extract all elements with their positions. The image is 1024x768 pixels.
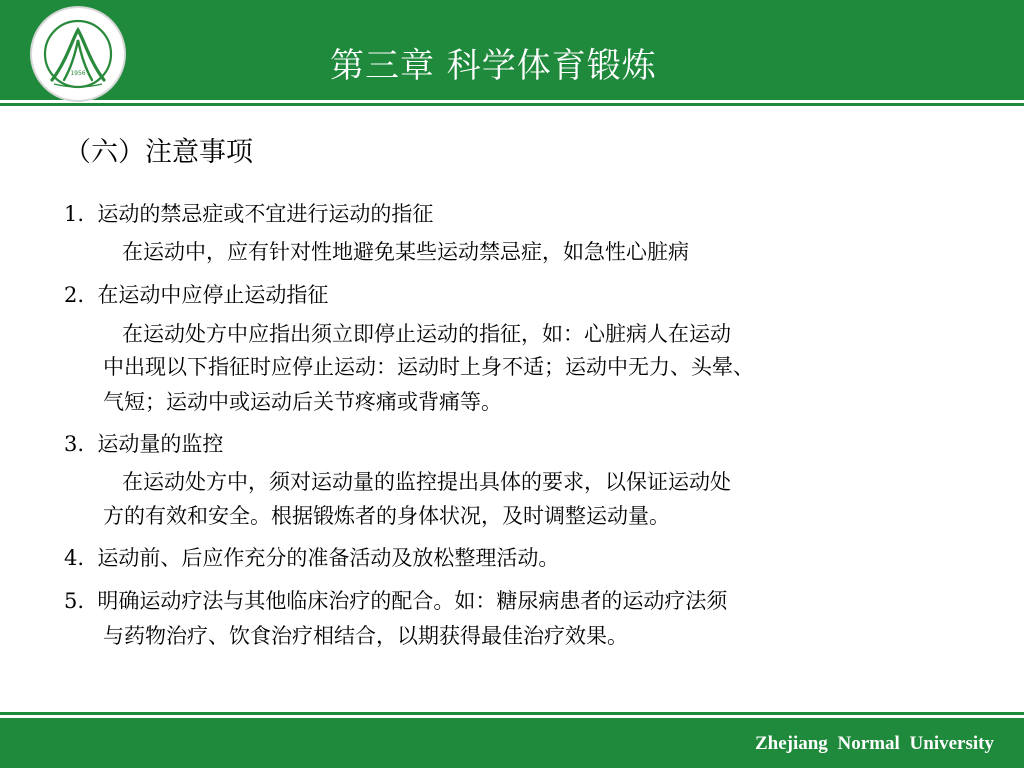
item-1-body-line: 在运动中，应有针对性地避免某些运动禁忌症，如急性心脏病 (122, 240, 689, 264)
item-heading-text: 明确运动疗法与其他临床治疗的配合。如：糖尿病患者的运动疗法须 (97, 589, 728, 613)
item-2-body-line: 在运动处方中应指出须立即停止运动的指征，如：心脏病人在运动 (122, 322, 731, 346)
item-3-heading (64, 428, 223, 458)
footer-university-name: Zhejiang Normal University (754, 733, 994, 754)
item-heading-text: 运动量的监控 (97, 432, 224, 456)
university-logo (28, 4, 128, 104)
item-number: 4. (64, 546, 85, 570)
item-1-heading (64, 198, 433, 228)
university-seal-icon (28, 4, 128, 104)
item-2-body-line: 气短；运动中或运动后关节疼痛或背痛等。 (103, 390, 502, 414)
item-number: 3. (64, 432, 85, 456)
item-heading-text: 在运动中应停止运动指征 (97, 283, 329, 307)
header-divider (0, 103, 1024, 106)
footer-divider (0, 712, 1024, 715)
item-number: 2. (64, 283, 85, 307)
item-2-body-line: 中出现以下指征时应停止运动：运动时上身不适；运动中无力、头晕、 (103, 355, 754, 379)
svg-text:1956: 1956 (70, 70, 86, 77)
item-number: 1. (64, 202, 85, 226)
item-5-heading (64, 585, 727, 615)
item-4-heading (64, 542, 559, 572)
slide-title: 第三章 科学体育锻炼 (330, 46, 657, 86)
section-subtitle: （六）注意事项 (64, 137, 253, 168)
item-3-body-line: 在运动处方中，须对运动量的监控提出具体的要求，以保证运动处 (122, 470, 731, 494)
item-heading-text: 运动前、后应作充分的准备活动及放松整理活动。 (97, 546, 560, 570)
item-heading-text: 运动的禁忌症或不宜进行运动的指征 (97, 202, 434, 226)
item-5-body-line: 与药物治疗、饮食治疗相结合，以期获得最佳治疗效果。 (103, 624, 628, 648)
item-2-heading (64, 279, 328, 309)
item-3-body-line: 方的有效和安全。根据锻炼者的身体状况，及时调整运动量。 (103, 504, 670, 528)
item-number: 5. (64, 589, 85, 613)
